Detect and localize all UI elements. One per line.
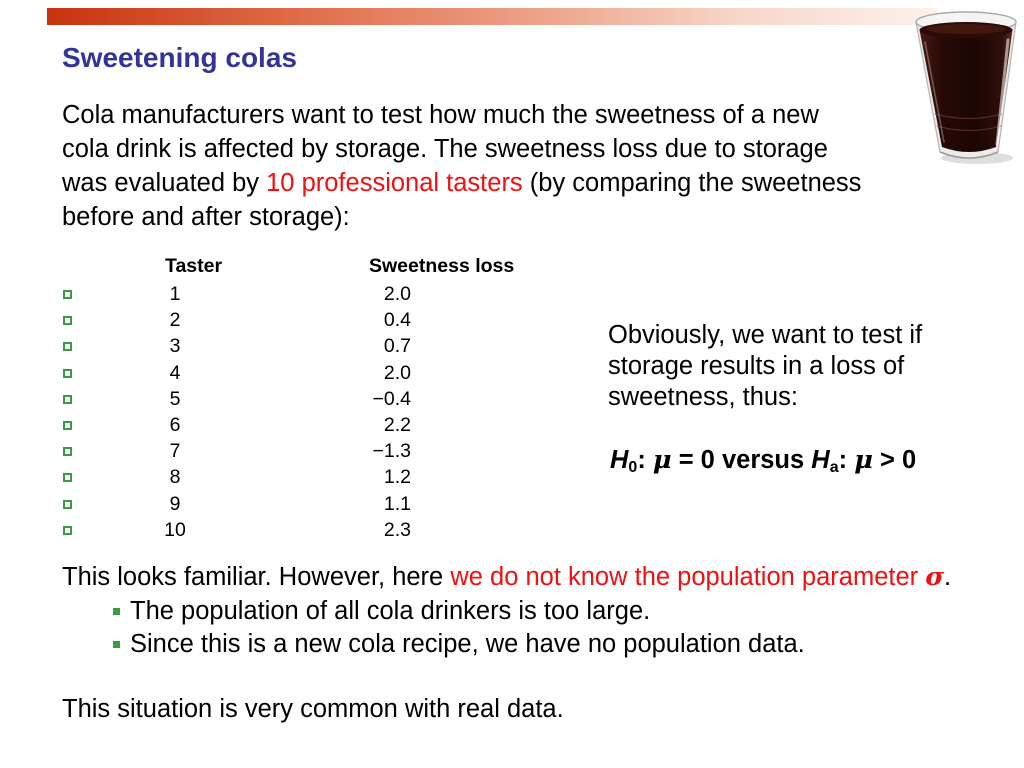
hollow-square-bullet-icon xyxy=(63,473,72,482)
intro-line-2: cola drink is affected by storage. The sweetness loss due to storage xyxy=(62,135,828,163)
hollow-square-bullet-icon xyxy=(63,316,72,325)
tasters-table xyxy=(0,281,500,543)
sweetness-loss-value: 2.2 xyxy=(383,413,411,436)
alternative-hypothesis-relation: > 0 xyxy=(879,446,917,474)
table-row xyxy=(0,360,500,386)
sweetness-loss-value: 0.7 xyxy=(383,335,411,358)
sweetness-loss-value: −1.3 xyxy=(372,440,411,463)
taster-number: 10 xyxy=(164,518,186,541)
sweetness-loss-value: 2.0 xyxy=(383,283,411,305)
hollow-square-bullet-icon xyxy=(63,369,72,378)
question-line-1: Obviously, we want to test if xyxy=(608,321,923,349)
header-accent-bar xyxy=(47,8,937,25)
taster-number: 9 xyxy=(169,492,181,515)
reasons-list xyxy=(113,595,805,661)
taster-number: 8 xyxy=(169,466,181,489)
versus-word: versus xyxy=(721,446,805,474)
sweetness-loss-value: 0.4 xyxy=(383,309,411,332)
null-hypothesis-colon: : xyxy=(637,446,646,474)
familiar-period: . xyxy=(944,563,952,591)
alternative-hypothesis-subscript: a xyxy=(829,459,839,476)
alternative-hypothesis-colon: : xyxy=(838,446,848,474)
reason-text: The population of all cola drinkers is too large. xyxy=(130,597,651,625)
table-row xyxy=(0,281,500,307)
intro-line-3 xyxy=(62,166,861,200)
hollow-square-bullet-icon xyxy=(63,447,72,456)
table-row xyxy=(0,491,500,517)
question-line-2: storage results in a loss of xyxy=(608,352,905,380)
hollow-square-bullet-icon xyxy=(63,290,72,299)
slide-title: Sweetening colas xyxy=(62,42,297,73)
filled-square-bullet-icon xyxy=(113,641,120,648)
familiar-statement xyxy=(62,560,951,594)
hypotheses-statement xyxy=(610,445,916,476)
sigma-symbol: σ xyxy=(925,562,945,592)
taster-number: 7 xyxy=(169,440,181,463)
taster-number: 2 xyxy=(169,309,181,332)
alternative-hypothesis-parameter: μ xyxy=(854,445,873,475)
null-hypothesis-symbol: H xyxy=(610,446,629,474)
taster-number: 4 xyxy=(169,361,181,384)
intro-text: was evaluated by xyxy=(62,169,267,197)
table-row xyxy=(0,517,500,543)
hollow-square-bullet-icon xyxy=(63,421,72,430)
sweetness-loss-value: 1.1 xyxy=(383,492,411,515)
null-hypothesis-relation: = 0 xyxy=(678,446,715,474)
sweetness-loss-value: 1.2 xyxy=(383,466,411,489)
question-line-3: sweetness, thus: xyxy=(608,383,798,411)
table-row xyxy=(0,333,500,359)
test-question-text xyxy=(608,320,922,413)
table-row xyxy=(0,438,500,464)
null-hypothesis-subscript: 0 xyxy=(628,459,638,476)
highlighted-tasters-text: 10 professional tasters xyxy=(266,169,523,197)
hollow-square-bullet-icon xyxy=(63,342,72,351)
familiar-text: This looks familiar. However, here xyxy=(62,563,451,591)
reason-text: Since this is a new cola recipe, we have no population data. xyxy=(130,630,805,658)
alternative-hypothesis-symbol: H xyxy=(811,446,830,474)
taster-number: 1 xyxy=(169,283,181,305)
null-hypothesis-parameter: μ xyxy=(652,445,672,475)
table-row xyxy=(0,307,500,333)
closing-statement: This situation is very common with real data. xyxy=(62,695,564,723)
hollow-square-bullet-icon xyxy=(63,500,72,509)
hollow-square-bullet-icon xyxy=(63,526,72,535)
intro-text: (by comparing the sweetness xyxy=(522,169,862,197)
cola-surface-reflection xyxy=(926,24,1006,34)
intro-line-1: Cola manufacturers want to test how much the sweetness of a new xyxy=(62,101,819,129)
table-row xyxy=(0,386,500,412)
sweetness-loss-value: 2.0 xyxy=(383,361,411,384)
table-row xyxy=(0,412,500,438)
unknown-parameter-text: we do not know the population parameter xyxy=(450,563,926,591)
taster-number: 5 xyxy=(169,387,181,410)
filled-square-bullet-icon xyxy=(113,608,120,615)
column-header-taster: Taster xyxy=(165,255,223,277)
taster-number: 6 xyxy=(169,413,181,436)
sweetness-loss-value: −0.4 xyxy=(372,387,411,410)
column-header-sweetness-loss: Sweetness loss xyxy=(369,255,515,277)
list-item xyxy=(113,595,805,628)
list-item xyxy=(113,628,805,661)
intro-paragraph xyxy=(62,98,861,234)
sweetness-loss-value: 2.3 xyxy=(383,518,411,541)
intro-line-4: before and after storage): xyxy=(62,203,350,231)
table-row xyxy=(0,464,500,490)
taster-number: 3 xyxy=(169,335,181,358)
cola-cup-image xyxy=(911,6,1021,166)
hollow-square-bullet-icon xyxy=(63,395,72,404)
